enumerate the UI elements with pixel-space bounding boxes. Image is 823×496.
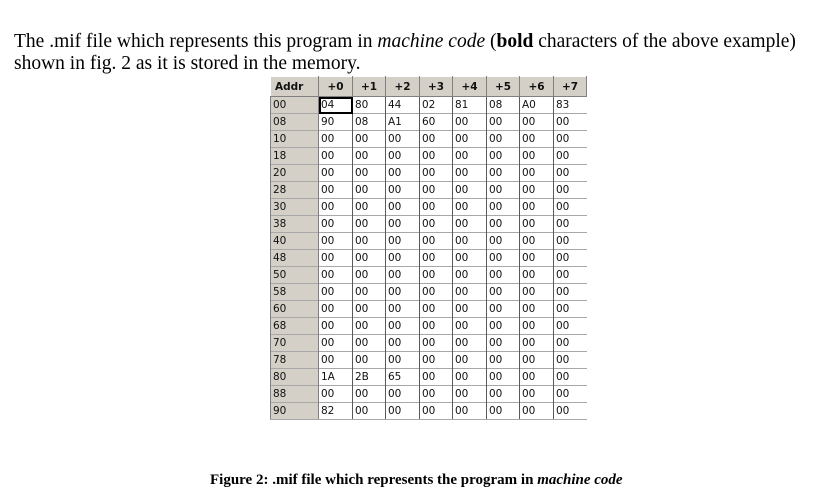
memory-cell[interactable]: 00 [554,216,587,233]
table-row [271,97,587,114]
memory-cell[interactable]: 00 [520,267,554,284]
memory-cell[interactable]: 00 [420,267,453,284]
memory-cell[interactable]: 00 [386,301,420,318]
memory-cell[interactable]: 04 [319,97,353,114]
machine-code-emphasis: machine code [377,30,486,52]
row-address[interactable]: 88 [271,386,319,403]
table-row [271,131,587,148]
memory-cell[interactable]: 00 [487,131,520,148]
row-address[interactable]: 00 [271,97,319,114]
column-header-addr[interactable]: Addr [271,77,319,97]
memory-cell[interactable]: 00 [520,352,554,369]
memory-cell[interactable]: 00 [319,199,353,216]
memory-cell[interactable]: 44 [386,97,420,114]
memory-cell[interactable]: 00 [386,318,420,335]
memory-cell[interactable]: 00 [386,386,420,403]
table-row [271,301,587,318]
table-row [271,148,587,165]
row-address[interactable]: 08 [271,114,319,131]
memory-cell[interactable]: 00 [487,301,520,318]
memory-cell[interactable]: 00 [420,318,453,335]
memory-cell[interactable]: 60 [420,114,453,131]
table-row [271,318,587,335]
memory-cell[interactable]: 00 [453,250,487,267]
figure-caption [210,472,623,489]
bold-word: bold [496,30,534,52]
table-row [271,165,587,182]
row-address[interactable]: 90 [271,403,319,420]
row-address[interactable]: 48 [271,250,319,267]
memory-cell[interactable]: 00 [420,233,453,250]
memory-cell[interactable]: 00 [353,352,386,369]
memory-cell[interactable]: 00 [353,386,386,403]
memory-cell[interactable]: 00 [520,403,554,420]
memory-cell[interactable]: 00 [420,403,453,420]
memory-cell[interactable]: 65 [386,369,420,386]
memory-cell[interactable]: 00 [554,165,587,182]
table-row [271,199,587,216]
row-address[interactable]: 80 [271,369,319,386]
memory-cell[interactable]: 00 [319,182,353,199]
memory-cell[interactable]: 00 [554,318,587,335]
table-row [271,114,587,131]
table-row [271,284,587,301]
row-address[interactable]: 40 [271,233,319,250]
memory-cell[interactable]: 00 [353,335,386,352]
table-row [271,386,587,403]
memory-cell[interactable]: A0 [520,97,554,114]
row-address[interactable]: 18 [271,148,319,165]
memory-cell[interactable]: 00 [353,182,386,199]
memory-cell[interactable]: 00 [520,284,554,301]
memory-cell[interactable]: 00 [420,131,453,148]
text-run: The .mif file which represents this program in [14,30,378,52]
memory-cell[interactable]: 00 [386,335,420,352]
memory-cell[interactable]: 00 [554,233,587,250]
text-run: ( [485,30,497,52]
caption-emphasis: machine code [537,472,623,488]
column-header-offset[interactable]: +4 [453,77,487,97]
row-address[interactable]: 70 [271,335,319,352]
memory-cell[interactable]: 00 [420,352,453,369]
memory-cell[interactable]: 00 [386,403,420,420]
memory-cell[interactable]: 00 [453,165,487,182]
memory-cell[interactable]: 00 [353,199,386,216]
memory-cell[interactable]: 00 [554,284,587,301]
memory-cell[interactable]: 00 [554,386,587,403]
row-address[interactable]: 10 [271,131,319,148]
table-row [271,267,587,284]
memory-cell[interactable]: 08 [487,97,520,114]
memory-cell[interactable]: 00 [319,318,353,335]
memory-cell[interactable]: 00 [319,216,353,233]
memory-cell[interactable]: 00 [386,199,420,216]
memory-cell[interactable]: 00 [319,131,353,148]
memory-cell[interactable]: 00 [420,216,453,233]
table-row [271,182,587,199]
memory-cell[interactable]: 00 [487,369,520,386]
memory-cell[interactable]: 00 [386,165,420,182]
memory-cell[interactable]: 00 [353,403,386,420]
memory-cell[interactable]: 02 [420,97,453,114]
memory-table-body [271,97,587,420]
memory-cell[interactable]: 00 [487,216,520,233]
memory-cell[interactable]: 00 [453,386,487,403]
row-address[interactable]: 60 [271,301,319,318]
memory-cell[interactable]: 00 [319,301,353,318]
memory-cell[interactable]: 00 [453,318,487,335]
row-address[interactable]: 28 [271,182,319,199]
column-header-offset[interactable]: +5 [487,77,520,97]
memory-cell[interactable]: 00 [319,335,353,352]
memory-cell[interactable]: 90 [319,114,353,131]
memory-cell[interactable]: 00 [520,199,554,216]
memory-cell[interactable]: 00 [554,114,587,131]
memory-cell[interactable]: A1 [386,114,420,131]
memory-cell[interactable]: 00 [554,352,587,369]
memory-cell[interactable]: 00 [554,148,587,165]
memory-cell[interactable]: 00 [386,250,420,267]
memory-cell[interactable]: 00 [420,386,453,403]
memory-cell[interactable]: 00 [520,165,554,182]
memory-cell[interactable]: 00 [386,267,420,284]
column-header-offset[interactable]: +0 [319,77,353,97]
memory-cell[interactable]: 00 [453,352,487,369]
memory-cell[interactable]: 00 [453,182,487,199]
memory-cell[interactable]: 00 [420,165,453,182]
memory-cell[interactable]: 00 [453,301,487,318]
memory-cell[interactable]: 00 [353,267,386,284]
memory-cell[interactable]: 00 [420,250,453,267]
memory-cell[interactable]: 00 [554,131,587,148]
memory-cell[interactable]: 00 [487,182,520,199]
memory-cell[interactable]: 00 [420,284,453,301]
memory-cell[interactable]: 00 [520,233,554,250]
memory-cell[interactable]: 00 [520,114,554,131]
memory-cell[interactable]: 00 [520,335,554,352]
memory-cell[interactable]: 00 [487,403,520,420]
memory-cell[interactable]: 00 [487,233,520,250]
memory-cell[interactable]: 00 [386,148,420,165]
row-address[interactable]: 78 [271,352,319,369]
memory-cell[interactable]: 00 [487,199,520,216]
memory-cell[interactable]: 00 [554,182,587,199]
memory-cell[interactable]: 00 [319,250,353,267]
memory-cell[interactable]: 00 [353,284,386,301]
memory-cell[interactable]: 08 [353,114,386,131]
memory-cell[interactable]: 00 [453,114,487,131]
memory-cell[interactable]: 00 [319,386,353,403]
memory-cell[interactable]: 00 [520,369,554,386]
memory-cell[interactable]: 00 [453,267,487,284]
caption-text: Figure 2: .mif file which represents the program in [210,472,538,488]
row-address[interactable]: 20 [271,165,319,182]
memory-cell[interactable]: 00 [420,199,453,216]
memory-cell[interactable]: 00 [554,199,587,216]
memory-cell[interactable]: 00 [420,148,453,165]
row-address[interactable]: 38 [271,216,319,233]
memory-cell[interactable]: 00 [386,284,420,301]
memory-cell[interactable]: 00 [453,233,487,250]
memory-cell[interactable]: 1A [319,369,353,386]
memory-cell[interactable]: 2B [353,369,386,386]
memory-cell[interactable]: 00 [353,165,386,182]
memory-cell[interactable]: 00 [554,403,587,420]
memory-cell[interactable]: 00 [420,301,453,318]
memory-cell[interactable]: 00 [453,131,487,148]
memory-cell[interactable]: 00 [453,335,487,352]
memory-cell[interactable]: 00 [353,250,386,267]
memory-cell[interactable]: 00 [554,267,587,284]
memory-cell[interactable]: 00 [487,148,520,165]
memory-cell[interactable]: 00 [319,284,353,301]
memory-cell[interactable]: 00 [520,318,554,335]
memory-cell[interactable]: 00 [487,352,520,369]
text-run: characters of the above example) [533,30,796,52]
column-header-offset[interactable]: +7 [554,77,587,97]
memory-cell[interactable]: 00 [520,216,554,233]
memory-table [270,76,587,420]
memory-cell[interactable]: 00 [520,250,554,267]
table-row [271,250,587,267]
memory-cell[interactable]: 00 [554,369,587,386]
intro-line-2: shown in fig. 2 as it is stored in the memory. [14,52,361,74]
memory-cell[interactable]: 00 [386,182,420,199]
row-address[interactable]: 58 [271,284,319,301]
memory-cell[interactable]: 00 [353,216,386,233]
memory-cell[interactable]: 00 [353,233,386,250]
memory-cell[interactable]: 81 [453,97,487,114]
row-address[interactable]: 30 [271,199,319,216]
memory-cell[interactable]: 00 [453,284,487,301]
intro-line-1 [14,31,814,53]
memory-cell[interactable]: 00 [386,216,420,233]
memory-cell[interactable]: 00 [453,216,487,233]
memory-cell[interactable]: 00 [319,352,353,369]
memory-cell[interactable]: 00 [353,318,386,335]
column-header-offset[interactable]: +6 [520,77,554,97]
memory-cell[interactable]: 00 [420,335,453,352]
memory-cell[interactable]: 00 [487,165,520,182]
memory-cell[interactable]: 00 [453,369,487,386]
memory-cell[interactable]: 00 [386,233,420,250]
memory-cell[interactable]: 00 [420,369,453,386]
memory-cell[interactable]: 00 [554,250,587,267]
memory-cell[interactable]: 00 [453,148,487,165]
memory-cell[interactable]: 00 [487,386,520,403]
memory-cell[interactable]: 00 [386,352,420,369]
memory-table-header [271,77,587,97]
row-address[interactable]: 50 [271,267,319,284]
table-row [271,233,587,250]
memory-cell[interactable]: 00 [487,335,520,352]
table-row [271,335,587,352]
memory-cell[interactable]: 00 [319,148,353,165]
memory-cell[interactable]: 00 [353,131,386,148]
memory-cell[interactable]: 00 [453,403,487,420]
memory-cell[interactable]: 00 [554,335,587,352]
table-row [271,352,587,369]
memory-cell[interactable]: 00 [520,301,554,318]
row-address[interactable]: 68 [271,318,319,335]
memory-cell[interactable]: 00 [487,318,520,335]
memory-cell[interactable]: 00 [453,199,487,216]
memory-cell[interactable]: 83 [554,97,587,114]
memory-cell[interactable]: 00 [353,148,386,165]
memory-cell[interactable]: 00 [520,148,554,165]
table-row [271,216,587,233]
memory-cell[interactable]: 00 [520,386,554,403]
memory-cell[interactable]: 00 [353,301,386,318]
memory-cell[interactable]: 00 [420,182,453,199]
memory-cell[interactable]: 80 [353,97,386,114]
memory-cell[interactable]: 00 [386,131,420,148]
table-row [271,403,587,420]
memory-cell[interactable]: 00 [487,114,520,131]
memory-cell[interactable]: 00 [487,284,520,301]
memory-cell[interactable]: 00 [319,233,353,250]
intro-paragraph [14,31,814,75]
memory-cell[interactable]: 00 [487,267,520,284]
memory-cell[interactable]: 00 [554,301,587,318]
column-header-offset[interactable]: +2 [386,77,420,97]
memory-cell[interactable]: 00 [487,250,520,267]
column-header-offset[interactable]: +3 [420,77,453,97]
memory-cell[interactable]: 00 [319,267,353,284]
table-row [271,369,587,386]
memory-cell[interactable]: 00 [319,165,353,182]
memory-cell[interactable]: 82 [319,403,353,420]
memory-cell[interactable]: 00 [520,131,554,148]
memory-cell[interactable]: 00 [520,182,554,199]
column-header-offset[interactable]: +1 [353,77,386,97]
